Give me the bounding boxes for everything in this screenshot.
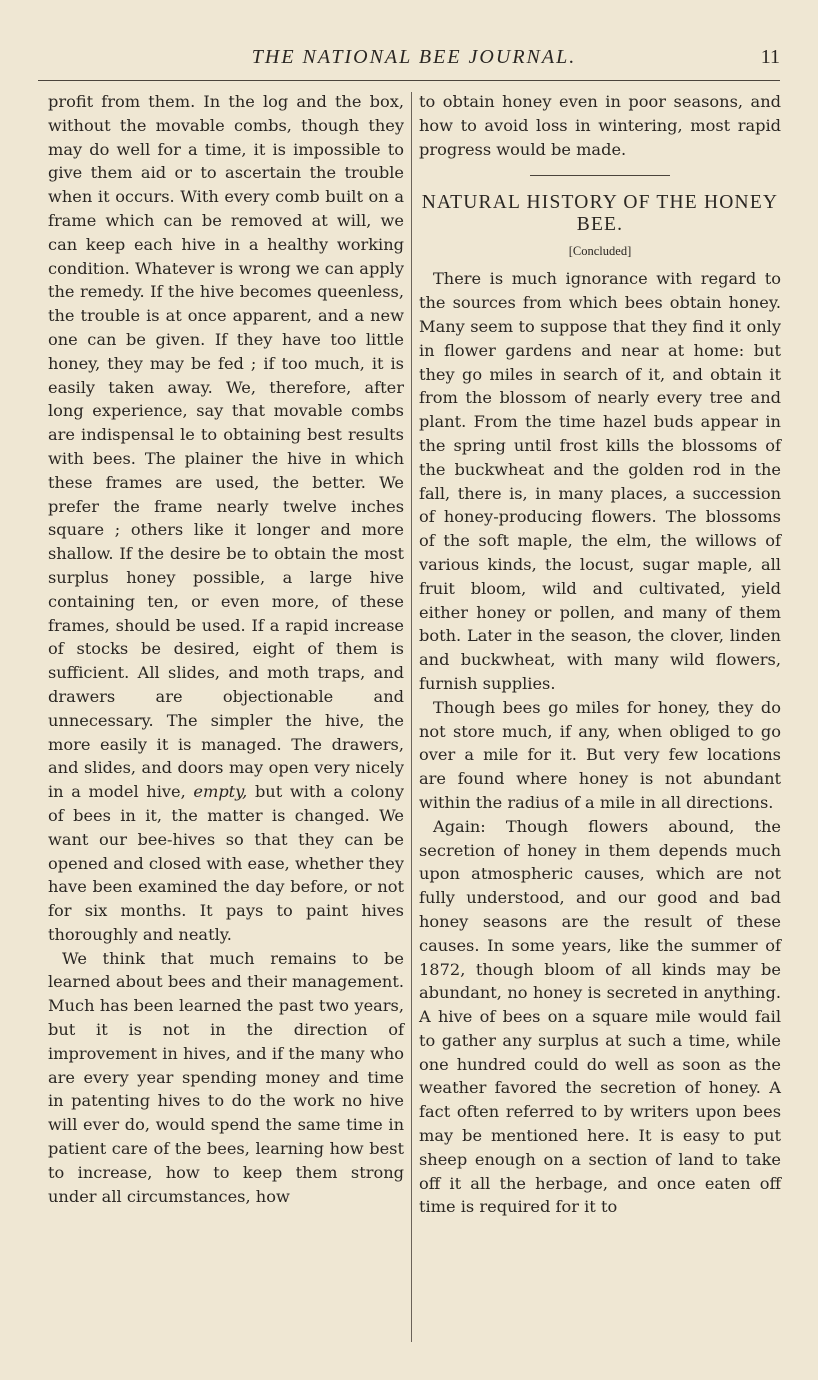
paragraph-continued: to obtain honey even in poor seasons, and how to avoid loss in wintering, most rapid progress would be made. [419, 92, 781, 159]
section-rule [530, 175, 670, 176]
right-column [419, 90, 781, 1219]
paragraph-foraging-range: Though bees go miles for honey, they do not store much, if any, when obliged to go over a mile for it. But very few locations are found where honey is not abundant within the radius of a mile in all directions. [419, 697, 781, 812]
column-rule [411, 92, 412, 1342]
running-title: THE NATIONAL BEE JOURNAL. [251, 46, 577, 68]
page-number: 11 [760, 46, 780, 68]
paragraph-movable-combs [48, 90, 404, 947]
header-rule [38, 80, 780, 81]
left-column [48, 90, 404, 1208]
paragraph-secretion: Again: Though flowers abound, the secretion of honey in them depends much upon atmospheric causes, which are not fully understood, and our good and bad honey seasons are the result of these causes. In some years, like the summer of 1872, though bloom of all kinds may be abundant, no honey is secreted in anything. A hive of bees on a square mile would fail to gather any surplus at such a time, while one hundred could do well as soon as the weather favored the secretion of honey. A fact often referred to by writers upon bees may be mentioned here. It is easy to put sheep enough on a section of land to take off it all the herbage, and once eaten off time is required for it to [419, 816, 781, 1217]
page-header [48, 44, 780, 74]
paragraph-honey-sources: There is much ignorance with regard to the sources from which bees obtain honey. Many seem to suppose that they find it only in flower gardens and near at home: but they go miles in search of it, and obtain it from the blossom of nearly every tree and plant. From the time hazel buds appear in the spring until frost kills the blossoms of the buckwheat and the golden rod in the fall, there is, in many places, a succession of honey-producing flowers. The blossoms of the soft maple, the elm, the willows of various kinds, the locust, sugar maple, all fruit bloom, wild and cultivated, yield either honey or pollen, and many of them both. Later in the season, the clover, linden and buckwheat, with many wild flowers, furnish supplies. [419, 269, 781, 693]
section-title: NATURAL HISTORY OF THE HONEY BEE. [421, 192, 779, 236]
concluded-note: [Concluded] [568, 244, 632, 259]
paragraph-text: but with a colony of bees in it, the matter is changed. We want our bee-hives so that they can be opened and closed with ease, whether they have been examined the day before, or not for six months. It pays to paint hives thoroughly and neatly. [48, 782, 404, 944]
paragraph-text: profit from them. In the log and the box, without the movable combs, though they may do well for a time, it is impossible to give them aid or to ascertain the trouble when it occurs. With every comb built on a frame which can be removed at will, we can keep each hive in a healthy working condition. Whatever is wrong we can apply the remedy. If the hive becomes queenless, the trouble is at once apparent, and a new one can be given. If they have too little honey, they may be fed ; if too much, it is easily taken away. We, therefore, after long experience, say that movable combs are indispensal le to obtaining best results with bees. The plainer the hive in which these frames are used, the better. We prefer the frame nearly twelve inches square ; others like it longer and more shallow. If the desire be to obtain the most surplus honey possible, a large hive containing ten, or even more, of these frames, should be used. If a rapid increase of stocks be desired, eight of them is sufficient. All slides, and moth traps, and drawers are objectionable and unnecessary. The simpler the hive, the more easily it is managed. The drawers, and slides, and doors may open very nicely in a model hive, [48, 92, 404, 802]
emphasis-empty: empty, [193, 782, 248, 802]
paragraph-management: We think that much remains to be learned about bees and their management. Much has been learned the past two years, but it is not in the direction of improvement in hives, and if the many who are every year spending money and time in patenting hives to do the work no hive will ever do, would spend the same time in patient care of the bees, learning how best to increase, how to keep them strong under all circumstances, how [48, 948, 404, 1206]
